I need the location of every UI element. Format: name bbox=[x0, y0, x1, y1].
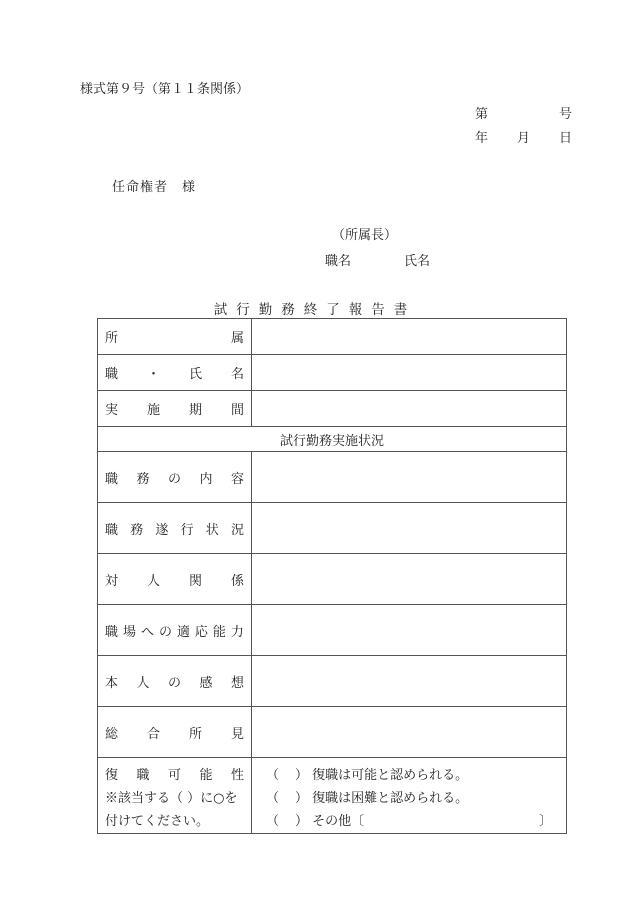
field-duties[interactable] bbox=[252, 452, 567, 503]
field-overall[interactable] bbox=[252, 707, 567, 758]
row-period bbox=[98, 391, 567, 427]
paren-open: （ bbox=[266, 768, 280, 783]
label-char: 総 bbox=[105, 726, 119, 742]
label-char: 実 bbox=[105, 403, 119, 418]
label-char: 人 bbox=[136, 675, 150, 691]
label-char: 名 bbox=[230, 367, 244, 382]
field-adaptability[interactable] bbox=[252, 605, 567, 656]
field-affiliation[interactable] bbox=[252, 319, 567, 355]
label-char: 行 bbox=[180, 522, 194, 538]
option-other-text: その他〔 bbox=[312, 814, 365, 829]
row-overall bbox=[98, 707, 567, 758]
label-char: 適 bbox=[176, 624, 190, 640]
label-char: 本 bbox=[105, 675, 119, 691]
date-month: 月 bbox=[517, 131, 531, 146]
field-impression[interactable] bbox=[252, 656, 567, 707]
field-period[interactable] bbox=[252, 391, 567, 427]
row-name bbox=[98, 355, 567, 391]
label-char: 状 bbox=[205, 522, 219, 538]
reinstatement-note-1: ※該当する（ ）に○を bbox=[105, 791, 238, 806]
label-char: 能 bbox=[212, 624, 226, 640]
number-suffix: 号 bbox=[559, 107, 573, 122]
label-char: 合 bbox=[146, 726, 160, 742]
paren-close: ） bbox=[295, 768, 309, 783]
option-other-bracket-close: 〕 bbox=[538, 814, 552, 829]
label-overall bbox=[98, 707, 252, 758]
number-prefix: 第 bbox=[475, 107, 489, 122]
label-char: 間 bbox=[230, 403, 244, 418]
option-other[interactable] bbox=[266, 810, 558, 833]
section-header: 試行勤務実施状況 bbox=[98, 427, 567, 452]
form-number: 様式第９号（第１１条関係） bbox=[80, 82, 250, 97]
label-char: 容 bbox=[230, 471, 244, 487]
paren-open: （ bbox=[266, 791, 280, 806]
row-affiliation bbox=[98, 319, 567, 355]
label-impression bbox=[98, 656, 252, 707]
label-char: 況 bbox=[230, 522, 244, 538]
label-char: 想 bbox=[230, 675, 244, 691]
label-char: の bbox=[167, 471, 181, 487]
label-char: 所 bbox=[105, 331, 119, 346]
row-relations bbox=[98, 554, 567, 605]
document-title: 試行勤務終了報告書 bbox=[213, 302, 417, 318]
label-char: 職 bbox=[136, 768, 150, 783]
signer-name-label: 氏名 bbox=[404, 254, 431, 269]
label-relations bbox=[98, 554, 252, 605]
label-char: 氏 bbox=[188, 367, 202, 382]
report-table bbox=[97, 318, 567, 834]
date-day: 日 bbox=[559, 131, 573, 146]
label-char: 施 bbox=[146, 403, 160, 418]
reinstatement-note-2: 付けてください。 bbox=[105, 814, 210, 829]
office-head: （所属長） bbox=[332, 228, 398, 243]
label-char: 職 bbox=[105, 522, 119, 538]
signer-title-label: 職名 bbox=[325, 254, 352, 269]
label-char: 遂 bbox=[155, 522, 169, 538]
option-difficult[interactable] bbox=[266, 787, 558, 810]
label-char: 能 bbox=[199, 768, 213, 783]
label-char: 場 bbox=[122, 624, 136, 640]
label-char: 応 bbox=[194, 624, 208, 640]
label-char: 所 bbox=[188, 726, 202, 742]
label-char: 務 bbox=[136, 471, 150, 487]
label-char: 復 bbox=[105, 768, 119, 783]
label-char: へ bbox=[140, 624, 154, 640]
label-char: の bbox=[167, 675, 181, 691]
row-reinstatement bbox=[98, 758, 567, 834]
label-char: 人 bbox=[146, 573, 160, 589]
label-duties bbox=[98, 452, 252, 503]
label-char: 感 bbox=[199, 675, 213, 691]
label-char: 対 bbox=[105, 573, 119, 589]
row-performance bbox=[98, 503, 567, 554]
option-possible[interactable] bbox=[266, 764, 558, 787]
row-impression bbox=[98, 656, 567, 707]
row-duties bbox=[98, 452, 567, 503]
paren-open: （ bbox=[266, 814, 280, 829]
label-affiliation bbox=[98, 319, 252, 355]
row-adaptability bbox=[98, 605, 567, 656]
label-char: の bbox=[158, 624, 172, 640]
field-relations[interactable] bbox=[252, 554, 567, 605]
addressee: 任命権者 様 bbox=[112, 180, 197, 195]
paren-close: ） bbox=[295, 791, 309, 806]
label-adaptability bbox=[98, 605, 252, 656]
label-char: 職 bbox=[105, 367, 119, 382]
label-char: 力 bbox=[230, 624, 244, 640]
option-difficult-text: 復職は困難と認められる。 bbox=[312, 791, 469, 806]
paren-close: ） bbox=[295, 814, 309, 829]
label-period bbox=[98, 391, 252, 427]
label-char: 関 bbox=[188, 573, 202, 589]
label-char: 務 bbox=[130, 522, 144, 538]
label-char: 職 bbox=[105, 471, 119, 487]
label-char: 可 bbox=[167, 768, 181, 783]
field-name[interactable] bbox=[252, 355, 567, 391]
label-reinstatement bbox=[98, 758, 252, 834]
label-char: 性 bbox=[230, 768, 244, 783]
field-performance[interactable] bbox=[252, 503, 567, 554]
label-char: 職 bbox=[105, 624, 119, 640]
label-char: ・ bbox=[146, 367, 160, 382]
label-char: 内 bbox=[199, 471, 213, 487]
label-char: 係 bbox=[230, 573, 244, 589]
date-year: 年 bbox=[475, 131, 489, 146]
label-name bbox=[98, 355, 252, 391]
label-performance bbox=[98, 503, 252, 554]
label-char: 見 bbox=[230, 726, 244, 742]
option-possible-text: 復職は可能と認められる。 bbox=[312, 768, 469, 783]
label-char: 期 bbox=[188, 403, 202, 418]
field-reinstatement-options bbox=[252, 758, 567, 834]
row-section-header bbox=[98, 427, 567, 452]
label-char: 属 bbox=[230, 331, 244, 346]
